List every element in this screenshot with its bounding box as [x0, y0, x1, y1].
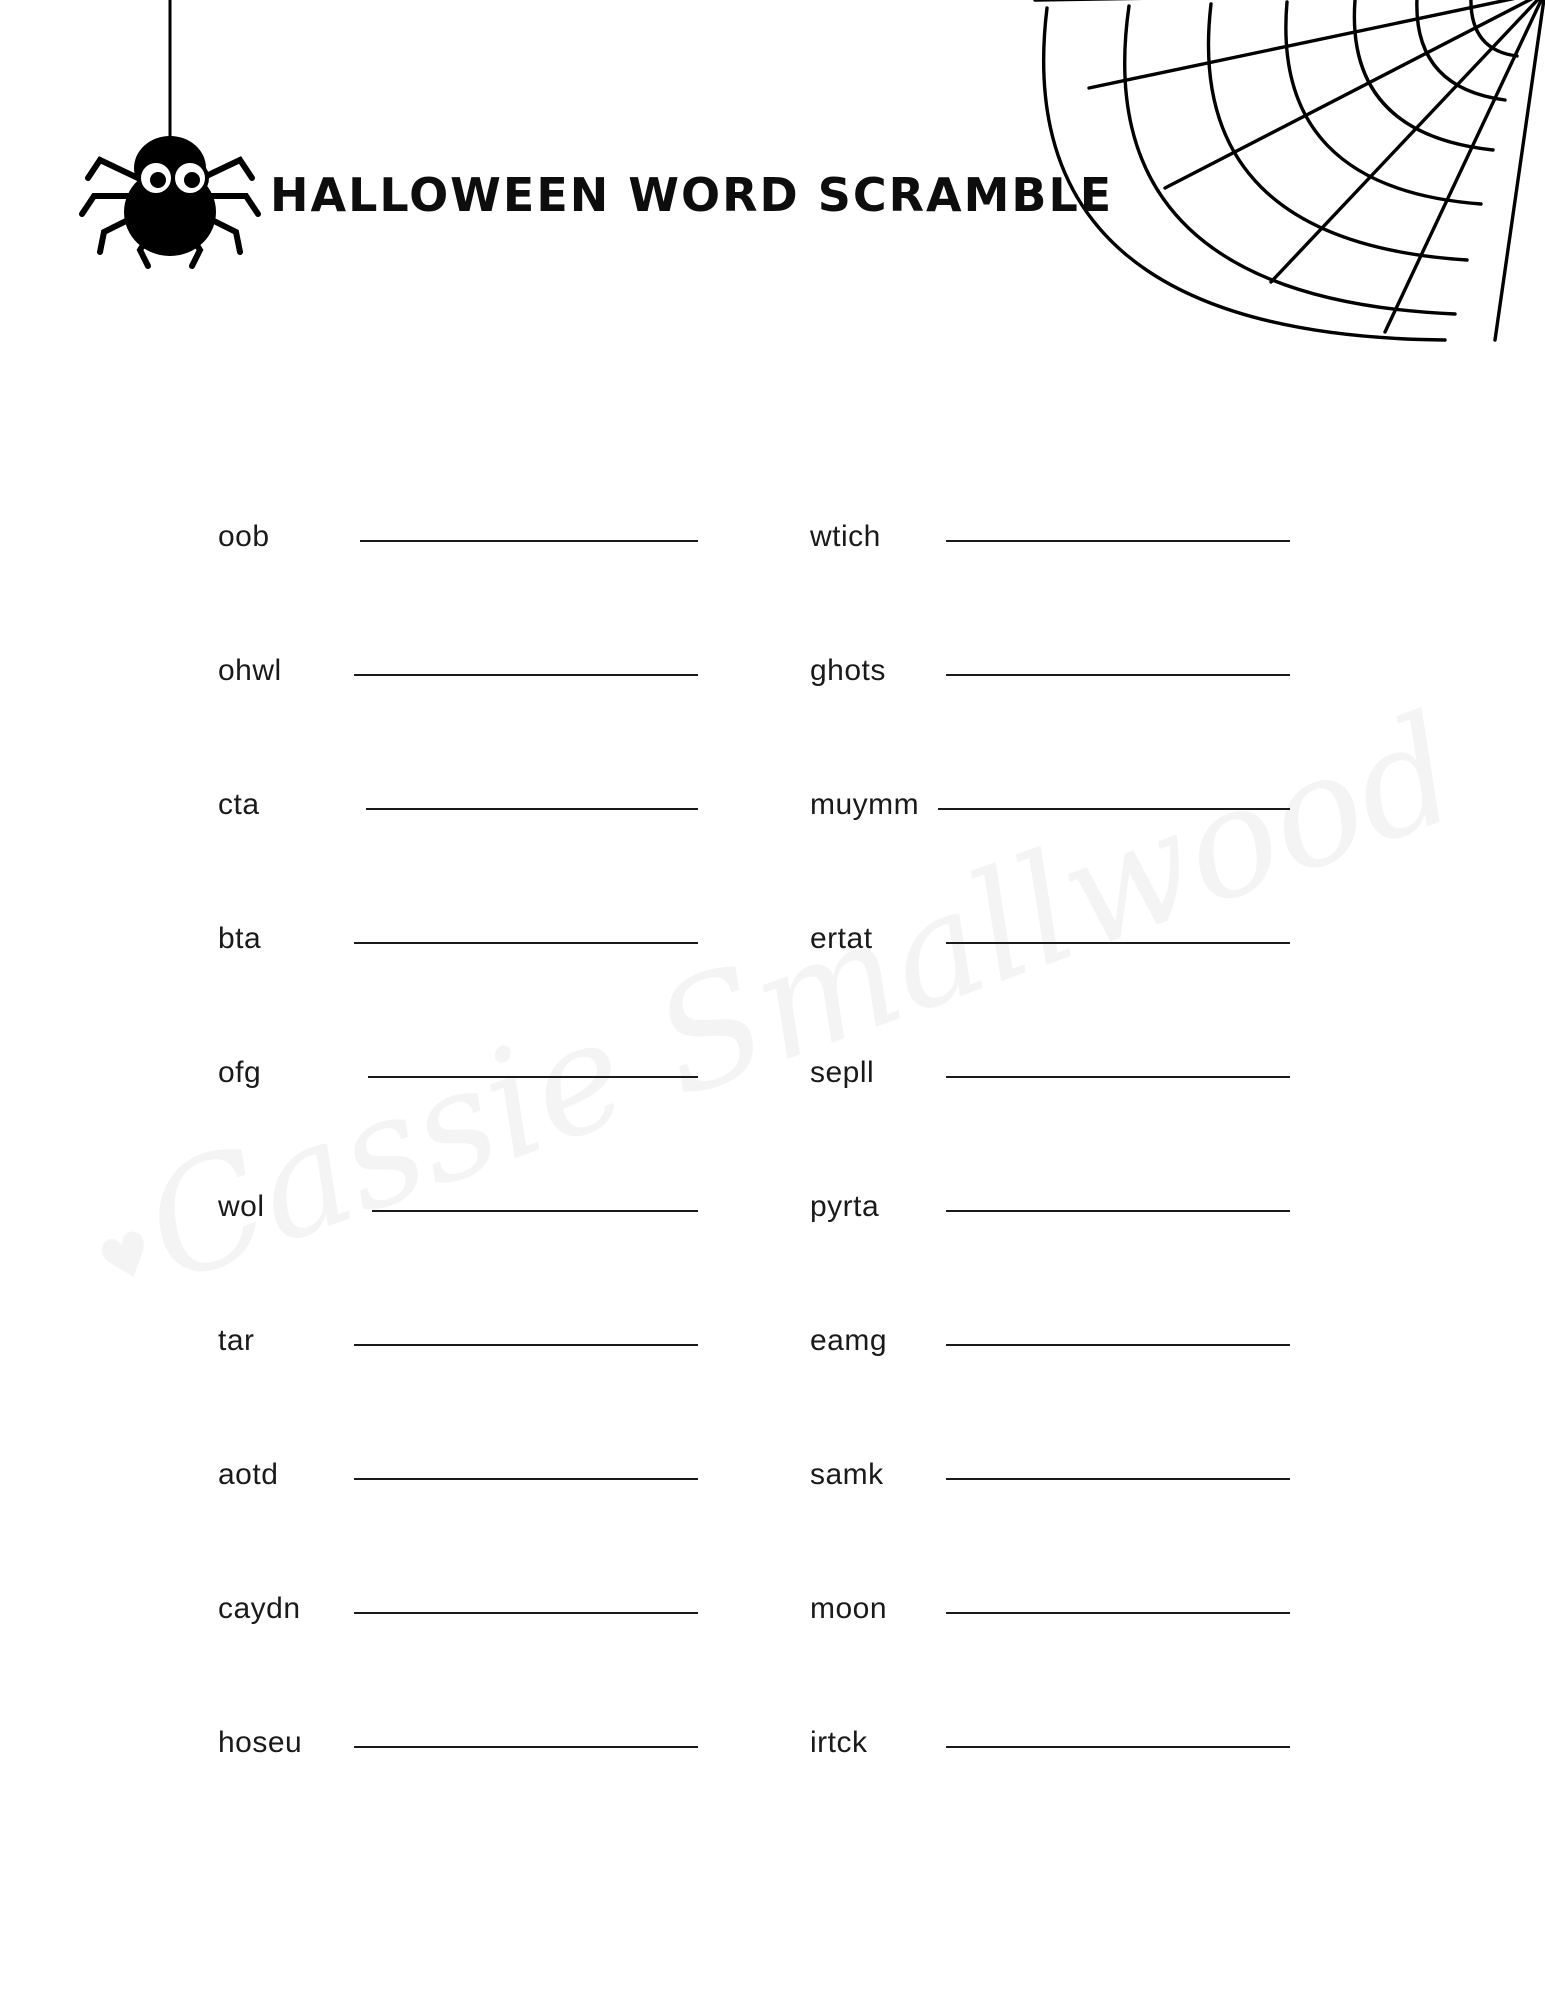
answer-line[interactable]: [938, 807, 1290, 810]
list-item: [218, 1726, 698, 1860]
list-item: [810, 1458, 1290, 1592]
list-item: [810, 1592, 1290, 1726]
scrambled-word: wol: [218, 1190, 265, 1223]
list-item: [810, 1324, 1290, 1458]
scrambled-word: bta: [218, 922, 262, 955]
answer-line[interactable]: [946, 673, 1290, 676]
list-item: [218, 788, 698, 922]
list-item: [218, 1592, 698, 1726]
list-item: [810, 520, 1290, 654]
scrambled-word: tar: [218, 1324, 255, 1357]
scrambled-word: pyrta: [810, 1190, 880, 1223]
answer-line[interactable]: [946, 1209, 1290, 1212]
answer-line[interactable]: [354, 1343, 698, 1346]
answer-line[interactable]: [360, 539, 698, 542]
scrambled-word: sepll: [810, 1056, 875, 1089]
scrambled-word: wtich: [810, 520, 881, 553]
list-item: [218, 1458, 698, 1592]
list-item: [218, 1190, 698, 1324]
answer-line[interactable]: [946, 1745, 1290, 1748]
list-item: [218, 654, 698, 788]
answer-line[interactable]: [354, 673, 698, 676]
scrambled-word: samk: [810, 1458, 884, 1491]
scrambled-word: irtck: [810, 1726, 868, 1759]
answer-line[interactable]: [354, 1477, 698, 1480]
list-item: [218, 1324, 698, 1458]
scrambled-word: cta: [218, 788, 260, 821]
answer-line[interactable]: [946, 1611, 1290, 1614]
answer-line[interactable]: [354, 1611, 698, 1614]
list-item: [810, 1190, 1290, 1324]
scrambled-word: muymm: [810, 788, 920, 821]
list-item: [810, 788, 1290, 922]
scrambled-word: eamg: [810, 1324, 888, 1357]
answer-line[interactable]: [372, 1209, 698, 1212]
answer-line[interactable]: [366, 807, 698, 810]
scrambled-word: ertat: [810, 922, 873, 955]
list-item: [810, 654, 1290, 788]
answer-line[interactable]: [946, 941, 1290, 944]
list-item: [810, 922, 1290, 1056]
list-item: [218, 1056, 698, 1190]
list-item: [810, 1726, 1290, 1860]
scrambled-word: ofg: [218, 1056, 262, 1089]
list-item: [218, 520, 698, 654]
list-item: [810, 1056, 1290, 1190]
list-item: [218, 922, 698, 1056]
scrambled-word: caydn: [218, 1592, 301, 1625]
answer-line[interactable]: [946, 1075, 1290, 1078]
answer-line[interactable]: [946, 1477, 1290, 1480]
scrambled-word: aotd: [218, 1458, 279, 1491]
scramble-column-right: [810, 520, 1290, 1860]
scrambled-word: moon: [810, 1592, 888, 1625]
answer-line[interactable]: [354, 1745, 698, 1748]
scrambled-word: ghots: [810, 654, 886, 687]
scramble-column-left: [218, 520, 698, 1860]
scrambled-word: ohwl: [218, 654, 282, 687]
scrambled-word: hoseu: [218, 1726, 303, 1759]
page-title: HALLOWEEN WORD SCRAMBLE: [270, 168, 1114, 222]
answer-line[interactable]: [368, 1075, 698, 1078]
scrambled-word: oob: [218, 520, 270, 553]
answer-line[interactable]: [946, 1343, 1290, 1346]
answer-line[interactable]: [946, 539, 1290, 542]
answer-line[interactable]: [354, 941, 698, 944]
